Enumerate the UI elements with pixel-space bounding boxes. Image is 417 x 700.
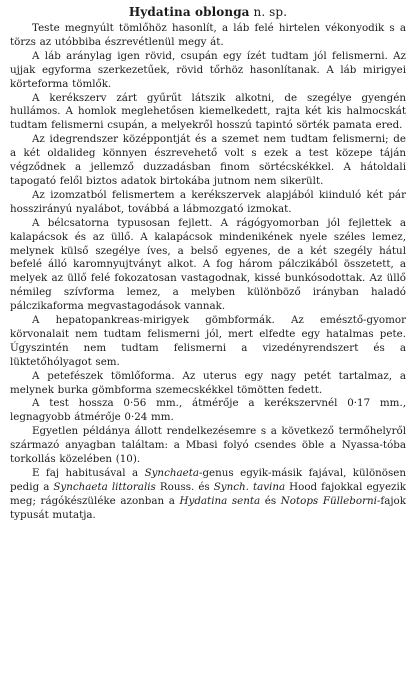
text-run: Az idegrendszer középpontját és a szemet nem tudtam felismerni; de a két oldalideg könnyen észrevehető volt s ezek a test közepe táján végződnek a jellemző duzzadásban finom sörtécskékkel. A hátoldali tapogató felől biztos adatok birtokába jutnom nem sikerült. [10, 133, 406, 187]
text-run: Az izomzatból felismertem a kerékszervek alapjából kiinduló két pár hosszirányú nyalábot, továbbá a lábmozgató izmokat. [10, 188, 406, 215]
body-text [10, 22, 406, 523]
paragraph [10, 425, 406, 467]
italic-term: Synchaeta [144, 467, 199, 479]
text-run: Teste megnyúlt tömlőhöz hasonlít, a láb felé hirtelen vékonyodik s a törzs az utóbbiba észrevétlenül megy át. [10, 22, 406, 48]
text-run: A kerékszerv zárt gyűrűt látszik alkotni, de szegélye gyengén hullámos. A homlok meglehetősen kiemelkedett, rajta két kis halmocskát tudtam felismerni csupán, a melyekről hosszú tapintó sörték pamata ered. [10, 91, 406, 132]
text-run: Rouss. és [155, 480, 214, 493]
species-name: Hydatina oblonga [128, 5, 250, 19]
species-title [10, 4, 406, 20]
text-run: A láb aránylag igen rövid, csupán egy ízét tudtam jól felismerni. Az ujjak egyforma szerkezetűek, rövid tőrhöz hasonlítanak. A láb mirigyei körteforma tömlők. [10, 49, 406, 90]
italic-term: Notops Fülleborni [280, 494, 377, 507]
text-run: Egyetlen példánya állott rendelkezésemre s a következő termőhelyről származó anyagban találtam: a Mbasi folyó csendes öble a Nyassa-tóba torkollás közelében (10). [10, 425, 406, 466]
paragraph [10, 397, 406, 425]
paragraph [10, 314, 406, 370]
paragraph [10, 189, 406, 217]
text-run: A petefészek tömlőforma. Az uterus egy nagy petét tartalmaz, a melynek burka gömbforma szemecskékkel tömötten fedett. [10, 369, 406, 396]
paragraph [10, 22, 406, 50]
text-run: A test hossza 0·56 mm., átmérője a kerékszervnél 0·17 mm., legnagyobb átmérője 0·24 mm. [10, 397, 406, 424]
document-page [10, 4, 406, 523]
italic-term: Synch. tavina [213, 480, 286, 493]
italic-term: Hydatina senta [179, 494, 261, 507]
paragraph [10, 92, 406, 134]
text-run: -genus egyik-másik fajával, különösen pedig a [10, 467, 406, 493]
text-run: és [260, 494, 281, 507]
paragraph [10, 467, 406, 523]
text-run: -fajok typusát mutatja. [10, 494, 406, 521]
paragraph [10, 370, 406, 398]
paragraph [10, 133, 406, 189]
text-run: A bélcsatorna typusosan fejlett. A rágógyomorban jól fejlettek a kalapácsok és az üllő. A kalapácsok mindenikének nyele széles lemez, melynek külső szegélye íves, a belső egyenes, de a két szegély hátul befelé álló karomnyujtványt alkot. A fog három pálczikából összetett, a melyek az üllő felé fokozatosan vastagodnak, kissé bunkósodottak. Az üllő némileg szívforma lemez, a melyben különböző irányban haladó pálczikaforma megvastagodások vannak. [10, 216, 406, 313]
text-run: Hood fajokkal egyezik meg; rágókészüléke azonban a [10, 480, 407, 507]
text-run: E faj habitusával a [32, 467, 145, 479]
text-run: A hepatopankreas-mirigyek gömbformák. Az emésztő-gyomor körvonalait nem tudtam felismerni jól, mert elfedte egy hatalmas pete. Úgyszintén nem tudtam felismerni a vizedényrendszert és a lüktetőhólyagot sem. [10, 314, 406, 368]
species-suffix: n. sp. [253, 5, 288, 19]
italic-term: Synchaeta littoralis [53, 480, 156, 493]
paragraph [10, 217, 406, 314]
paragraph [10, 50, 406, 92]
